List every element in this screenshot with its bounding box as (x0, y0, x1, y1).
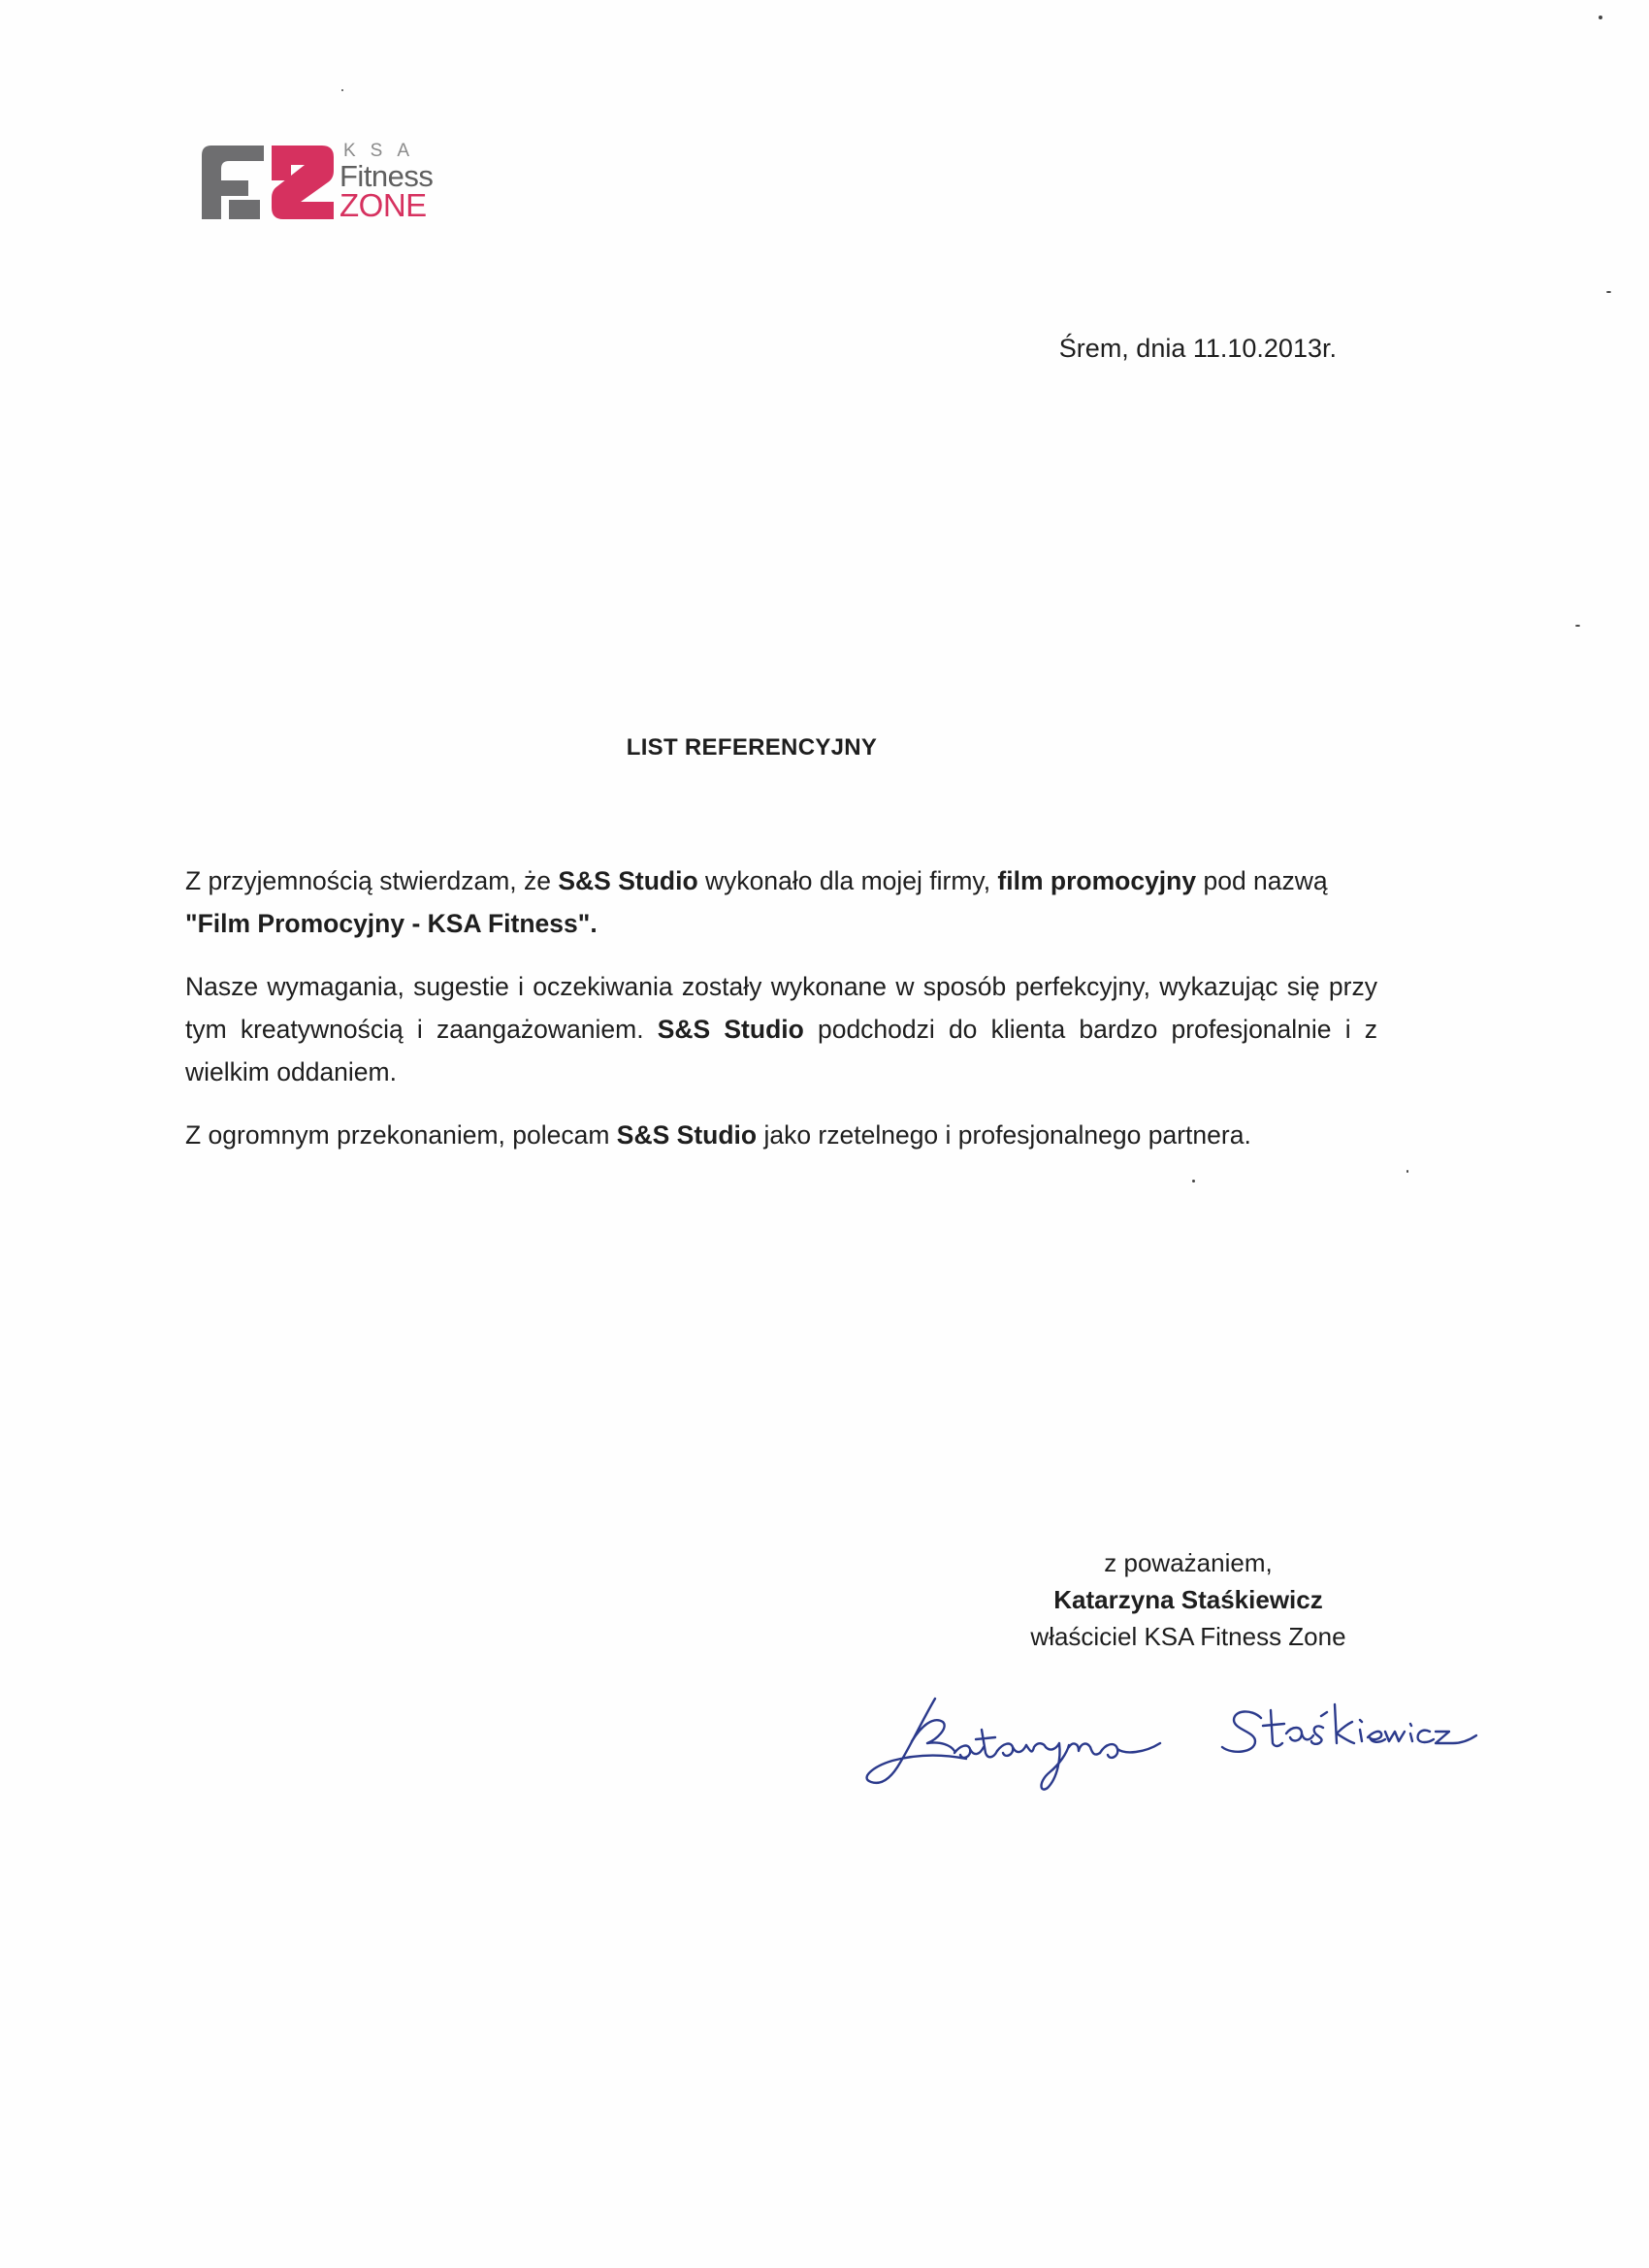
signatory-name: Katarzyna Staśkiewicz (1053, 1585, 1323, 1614)
letter-body (185, 859, 1377, 1177)
logo-fitness-text: Fitness (340, 159, 434, 193)
p1-service: film promocyjny (997, 866, 1197, 895)
scan-speck (1606, 291, 1611, 293)
signature-icon (854, 1683, 1504, 1799)
p1-text-1: Z przyjemnością stwierdzam, że (185, 866, 559, 895)
scan-speck (1406, 1170, 1408, 1173)
paragraph-1 (185, 859, 1377, 945)
closing-greeting: z poważaniem, (1104, 1548, 1273, 1577)
logo-zone-text: ZONE (340, 187, 427, 223)
p1-company-name: S&S Studio (558, 866, 698, 895)
p1-text-4: . (590, 909, 598, 938)
handwritten-signature (854, 1683, 1504, 1799)
letter-title: LIST REFERENCYJNY (626, 734, 878, 761)
ksa-fitness-zone-logo (200, 142, 452, 229)
p2-text-2: podchodzi do klienta bardzo profesjonalnie i z wielkim oddaniem. (185, 1015, 1377, 1086)
closing-block (970, 1544, 1406, 1655)
p3-company-name: S&S Studio (616, 1120, 758, 1150)
letter-date: Śrem, dnia 11.10.2013r. (1058, 334, 1337, 363)
p1-text-2: wykonało dla mojej firmy, (697, 866, 998, 895)
p2-company-name: S&S Studio (657, 1015, 804, 1044)
signatory-role: właściciel KSA Fitness Zone (1030, 1622, 1346, 1651)
p1-film-title: "Film Promocyjny - KSA Fitness" (185, 909, 591, 938)
paragraph-2 (185, 965, 1377, 1093)
logo-ksa-text: KSA (343, 141, 425, 161)
p3-text-2: jako rzetelnego i profesjonalnego partnera. (757, 1120, 1251, 1150)
scan-speck (341, 89, 343, 91)
scan-speck (1192, 1180, 1195, 1183)
scan-speck (1599, 16, 1602, 19)
paragraph-3 (185, 1114, 1377, 1156)
p2-text-1: Nasze wymagania, sugestie i oczekiwania zostały wykonane w sposób perfekcyjny, wykazując się przy tym kreatywnością i zaangażowaniem. (185, 972, 1377, 1044)
p1-text-3: pod nazwą (1196, 866, 1328, 895)
p3-text-1: Z ogromnym przekonaniem, polecam (185, 1120, 617, 1150)
logo-mark-icon (200, 142, 336, 223)
scan-speck (1575, 625, 1580, 627)
